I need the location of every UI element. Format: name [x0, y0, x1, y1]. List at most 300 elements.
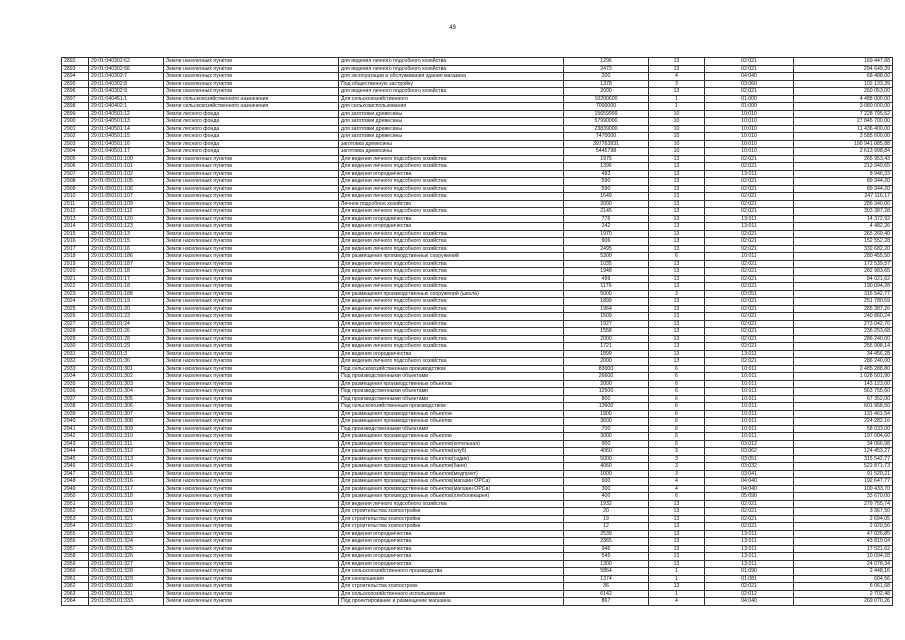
permitted-use-cell: для заготовки древесины: [339, 133, 564, 141]
kvri-code-cell: 10:011: [705, 395, 794, 403]
row-number-cell: 2916: [62, 238, 89, 246]
permitted-use-cell: Для размещения производственных сооружений (школа): [339, 290, 564, 298]
cadastral-value-cell: 91 520,21: [794, 470, 893, 478]
group-code-cell: 13: [649, 553, 705, 561]
group-code-cell: 1: [649, 103, 705, 111]
group-code-cell: 13: [649, 230, 705, 238]
permitted-use-cell: Для ведения личного подсобного хозяйства: [339, 163, 564, 171]
kvri-code-cell: 02:021: [705, 58, 794, 66]
land-category-cell: Земли населенных пунктов: [164, 575, 339, 583]
table-row: [62, 313, 893, 321]
table-row: [62, 470, 893, 478]
permitted-use-cell: Для ведения личного подсобного хозяйства: [339, 313, 564, 321]
land-category-cell: Земли населенных пунктов: [164, 410, 339, 418]
permitted-use-cell: Для ведения личного подсобного хозяйства: [339, 178, 564, 186]
cadastral-number-cell: 29:01:050101:325: [89, 545, 164, 553]
table-row: [62, 508, 893, 516]
kvri-code-cell: 02:021: [705, 88, 794, 96]
row-number-cell: 2956: [62, 538, 89, 546]
cadastral-value-cell: 152 552,28: [794, 238, 893, 246]
row-number-cell: 2935: [62, 380, 89, 388]
cadastral-value-cell: 11 436 400,00: [794, 125, 893, 133]
kvri-code-cell: 10:010: [705, 118, 794, 126]
group-code-cell: 13: [649, 283, 705, 291]
cadastral-value-cell: 4 488 000,00: [794, 95, 893, 103]
land-category-cell: Земли населенных пунктов: [164, 448, 339, 456]
group-code-cell: 10: [649, 148, 705, 156]
cadastral-value-cell: 247 116,17: [794, 193, 893, 201]
permitted-use-cell: для сельхозиспользования: [339, 103, 564, 111]
row-number-cell: 2934: [62, 373, 89, 381]
cadastral-value-cell: 1 028 501,90: [794, 373, 893, 381]
cadastral-number-cell: 29:01:050101:120: [89, 215, 164, 223]
land-category-cell: Земли населенных пунктов: [164, 230, 339, 238]
land-category-cell: Земли населенных пунктов: [164, 478, 339, 486]
kvri-code-cell: 03:041: [705, 470, 794, 478]
cadastral-number-cell: 29:01:050101:322: [89, 523, 164, 531]
permitted-use-cell: Для строительства хозпостройки: [339, 508, 564, 516]
group-code-cell: 13: [649, 215, 705, 223]
area-cell: 12: [564, 523, 649, 531]
row-number-cell: 2960: [62, 568, 89, 576]
kvri-code-cell: 01:000: [705, 95, 794, 103]
cadastral-value-cell: 2 448,16: [794, 568, 893, 576]
row-number-cell: 2913: [62, 215, 89, 223]
table-row: [62, 298, 893, 306]
area-cell: 1649: [564, 193, 649, 201]
group-code-cell: 13: [649, 88, 705, 96]
cadastral-number-cell: 29:01:050101:105: [89, 178, 164, 186]
group-code-cell: 13: [649, 560, 705, 568]
permitted-use-cell: Для размещения производственных объектов(котельная): [339, 440, 564, 448]
permitted-use-cell: Для ведения личного подсобного хозяйства: [339, 238, 564, 246]
cadastral-number-cell: 29:01:050101:28: [89, 335, 164, 343]
row-number-cell: 2901: [62, 125, 89, 133]
land-category-cell: Земли населенных пунктов: [164, 260, 339, 268]
permitted-use-cell: Для ведения огородничества: [339, 545, 564, 553]
cadastral-number-cell: 29:01:050101:321: [89, 515, 164, 523]
permitted-use-cell: Для сельскохозяйственного использования: [339, 590, 564, 598]
kvri-code-cell: 04:040: [705, 478, 794, 486]
row-number-cell: 2939: [62, 410, 89, 418]
table-row: [62, 148, 893, 156]
row-number-cell: 2925: [62, 305, 89, 313]
permitted-use-cell: Для ведения личного подсобного хозяйства: [339, 298, 564, 306]
cadastral-value-cell: 7 228 795,52: [794, 110, 893, 118]
cadastral-value-cell: 604,56: [794, 575, 893, 583]
group-code-cell: 13: [649, 200, 705, 208]
cadastral-value-cell: 332 682,20: [794, 245, 893, 253]
group-code-cell: 4: [649, 73, 705, 81]
row-number-cell: 2895: [62, 80, 89, 88]
kvri-code-cell: 02:021: [705, 163, 794, 171]
permitted-use-cell: Для ведения личного подсобного хозяйства: [339, 358, 564, 366]
cadastral-value-cell: 14 372,92: [794, 215, 893, 223]
group-code-cell: 13: [649, 538, 705, 546]
kvri-code-cell: 02:021: [705, 65, 794, 73]
permitted-use-cell: Для сенокошения: [339, 575, 564, 583]
land-category-cell: Земли населенных пунктов: [164, 88, 339, 96]
row-number-cell: 2933: [62, 365, 89, 373]
row-number-cell: 2948: [62, 478, 89, 486]
cadastral-number-cell: 29:01:050101:307: [89, 410, 164, 418]
row-number-cell: 2912: [62, 208, 89, 216]
row-number-cell: 2910: [62, 193, 89, 201]
cadastral-value-cell: 212 340,65: [794, 163, 893, 171]
land-category-cell: Земли населенных пунктов: [164, 493, 339, 501]
area-cell: 867: [564, 598, 649, 606]
area-cell: 19: [564, 515, 649, 523]
group-code-cell: 6: [649, 253, 705, 261]
land-category-cell: Земли населенных пунктов: [164, 365, 339, 373]
group-code-cell: 13: [649, 268, 705, 276]
cadastral-number-cell: 29:01:050101:333: [89, 598, 164, 606]
table-row: [62, 185, 893, 193]
cadastral-value-cell: 255 908,14: [794, 343, 893, 351]
cadastral-number-cell: 29:01:050101:324: [89, 538, 164, 546]
permitted-use-cell: для эксплуатации и обслуживания здания магазина: [339, 73, 564, 81]
kvri-code-cell: 13:011: [705, 215, 794, 223]
permitted-use-cell: Под сельскохозяйственным производством: [339, 403, 564, 411]
permitted-use-cell: Для ведения личного подсобного хозяйства: [339, 155, 564, 163]
row-number-cell: 2928: [62, 328, 89, 336]
row-number-cell: 2898: [62, 103, 89, 111]
cadastral-value-cell: 294 649,39: [794, 65, 893, 73]
area-cell: 1000: [564, 470, 649, 478]
row-number-cell: 2908: [62, 178, 89, 186]
permitted-use-cell: Для ведения огородничества: [339, 215, 564, 223]
land-category-cell: Земли населенных пунктов: [164, 523, 339, 531]
kvri-code-cell: 02:021: [705, 238, 794, 246]
kvri-code-cell: 10:011: [705, 410, 794, 418]
group-code-cell: 6: [649, 433, 705, 441]
row-number-cell: 2917: [62, 245, 89, 253]
table-row: [62, 328, 893, 336]
cadastral-value-cell: 17 521,62: [794, 545, 893, 553]
table-row: [62, 380, 893, 388]
area-cell: 3600: [564, 418, 649, 426]
group-code-cell: 3: [649, 455, 705, 463]
land-category-cell: Земли населенных пунктов: [164, 208, 339, 216]
row-number-cell: 2893: [62, 65, 89, 73]
row-number-cell: 2902: [62, 133, 89, 141]
kvri-code-cell: 01:000: [705, 103, 794, 111]
cadastral-value-cell: 224 282,16: [794, 418, 893, 426]
permitted-use-cell: Для размещения производственных объектов(хлебопекарня): [339, 493, 564, 501]
cadastral-value-cell: 286 340,00: [794, 200, 893, 208]
cadastral-number-cell: 29:01:050101:310: [89, 433, 164, 441]
kvri-code-cell: 02:021: [705, 275, 794, 283]
area-cell: 590: [564, 178, 649, 186]
land-category-cell: Земли лесного фонда: [164, 125, 339, 133]
row-number-cell: 2931: [62, 350, 89, 358]
area-cell: 2000: [564, 88, 649, 96]
permitted-use-cell: Для строительства хозпостройки: [339, 515, 564, 523]
table-row: [62, 343, 893, 351]
kvri-code-cell: 02:021: [705, 283, 794, 291]
row-number-cell: 2963: [62, 590, 89, 598]
cadastral-number-cell: 29:01:040501:17: [89, 148, 164, 156]
group-code-cell: 6: [649, 388, 705, 396]
kvri-code-cell: 10:010: [705, 125, 794, 133]
land-category-cell: Земли населенных пунктов: [164, 245, 339, 253]
kvri-code-cell: 02:021: [705, 305, 794, 313]
kvri-code-cell: 13:011: [705, 350, 794, 358]
cadastral-number-cell: 29:01:050101:301: [89, 365, 164, 373]
kvri-code-cell: 13:011: [705, 538, 794, 546]
kvri-code-cell: 10:011: [705, 388, 794, 396]
group-code-cell: 13: [649, 305, 705, 313]
table-row: [62, 238, 893, 246]
kvri-code-cell: 02:021: [705, 515, 794, 523]
cadastral-number-cell: 29:01:050101:308: [89, 418, 164, 426]
cadastral-number-cell: 29:01:050101:315: [89, 470, 164, 478]
row-number-cell: 2964: [62, 598, 89, 606]
group-code-cell: 6: [649, 395, 705, 403]
group-code-cell: 13: [649, 328, 705, 336]
cadastral-number-cell: 29:01:050101:306: [89, 403, 164, 411]
kvri-code-cell: 02:021: [705, 245, 794, 253]
area-cell: 2145: [564, 208, 649, 216]
land-category-cell: Земли населенных пунктов: [164, 515, 339, 523]
cadastral-number-cell: 29:01:040451:1: [89, 95, 164, 103]
land-category-cell: Земли населенных пунктов: [164, 583, 339, 591]
group-code-cell: 13: [649, 260, 705, 268]
cadastral-number-cell: 29:01:050101:305: [89, 395, 164, 403]
permitted-use-cell: Для размещения производственных объектов(медпункт): [339, 470, 564, 478]
cadastral-value-cell: 282 983,65: [794, 268, 893, 276]
kvri-code-cell: 10:011: [705, 403, 794, 411]
kvri-code-cell: 10:011: [705, 433, 794, 441]
kvri-code-cell: 10:011: [705, 365, 794, 373]
land-category-cell: Земли сельскохозяйственного назначения: [164, 95, 339, 103]
group-code-cell: 13: [649, 193, 705, 201]
row-number-cell: 2947: [62, 470, 89, 478]
row-number-cell: 2926: [62, 313, 89, 321]
area-cell: 499: [564, 275, 649, 283]
area-cell: 1721: [564, 343, 649, 351]
area-cell: 5000: [564, 455, 649, 463]
cadastral-number-cell: 29:01:050101:328: [89, 568, 164, 576]
row-number-cell: 2953: [62, 515, 89, 523]
land-category-cell: Земли населенных пунктов: [164, 590, 339, 598]
cadastral-value-cell: 10 094,28: [794, 553, 893, 561]
kvri-code-cell: 02:021: [705, 343, 794, 351]
table-row: [62, 575, 893, 583]
area-cell: 5300: [564, 253, 649, 261]
table-row: [62, 88, 893, 96]
area-cell: 1509: [564, 313, 649, 321]
cadastral-value-cell: 280 455,50: [794, 253, 893, 261]
kvri-code-cell: 10:010: [705, 133, 794, 141]
cadastral-number-cell: 29:01:050101:18: [89, 268, 164, 276]
table-row: [62, 253, 893, 261]
row-number-cell: 2897: [62, 95, 89, 103]
table-row: [62, 590, 893, 598]
table-row: [62, 200, 893, 208]
permitted-use-cell: Под производственными объектами: [339, 373, 564, 381]
cadastral-number-cell: 29:01:050101:187: [89, 260, 164, 268]
kvri-code-cell: 10:011: [705, 253, 794, 261]
cadastral-number-cell: 29:01:050101:309: [89, 425, 164, 433]
cadastral-number-cell: 29:01:050101:312: [89, 448, 164, 456]
land-category-cell: Земли населенных пунктов: [164, 215, 339, 223]
group-code-cell: 4: [649, 485, 705, 493]
row-number-cell: 2929: [62, 335, 89, 343]
area-cell: 5000: [564, 290, 649, 298]
cadastral-number-cell: 29:01:050101:107: [89, 193, 164, 201]
permitted-use-cell: Для ведения огородничества: [339, 538, 564, 546]
row-number-cell: 2942: [62, 433, 89, 441]
area-cell: 36: [564, 583, 649, 591]
cadastral-value-cell: 265 953,43: [794, 155, 893, 163]
row-number-cell: 2904: [62, 148, 89, 156]
permitted-use-cell: Для ведения огородничества: [339, 553, 564, 561]
group-code-cell: 13: [649, 530, 705, 538]
kvri-code-cell: 13:011: [705, 530, 794, 538]
land-category-cell: Земли населенных пунктов: [164, 530, 339, 538]
group-code-cell: 6: [649, 493, 705, 501]
table-row: [62, 230, 893, 238]
cadastral-number-cell: 29:01:050101:102: [89, 170, 164, 178]
permitted-use-cell: для заготовки древесины: [339, 118, 564, 126]
group-code-cell: 1: [649, 568, 705, 576]
row-number-cell: 2903: [62, 140, 89, 148]
cadastral-number-cell: 29:01:040501:13: [89, 118, 164, 126]
area-cell: 2000: [564, 380, 649, 388]
cadastral-value-cell: 24 078,34: [794, 560, 893, 568]
area-cell: 946: [564, 545, 649, 553]
row-number-cell: 2900: [62, 118, 89, 126]
cadastral-number-cell: 29:01:050101:15: [89, 238, 164, 246]
group-code-cell: 13: [649, 358, 705, 366]
land-category-cell: Земли населенных пунктов: [164, 433, 339, 441]
table-row: [62, 155, 893, 163]
area-cell: 1035: [564, 260, 649, 268]
kvri-code-cell: 03:012: [705, 440, 794, 448]
cadastral-number-cell: 29:01:040402:1: [89, 103, 164, 111]
row-number-cell: 2923: [62, 290, 89, 298]
table-row: [62, 530, 893, 538]
group-code-cell: 13: [649, 343, 705, 351]
area-cell: 15659999: [564, 110, 649, 118]
permitted-use-cell: Для ведения личного подсобного хозяйства: [339, 305, 564, 313]
permitted-use-cell: Для ведения личного подсобного хозяйства: [339, 208, 564, 216]
group-code-cell: 13: [649, 65, 705, 73]
table-row: [62, 448, 893, 456]
table-row: [62, 538, 893, 546]
area-cell: 2000: [564, 335, 649, 343]
kvri-code-cell: 03:051: [705, 455, 794, 463]
cadastral-number-cell: 29:01:050101:17: [89, 275, 164, 283]
cadastral-number-cell: 29:01:050101:330: [89, 583, 164, 591]
land-category-cell: Земли населенных пунктов: [164, 290, 339, 298]
table-row: [62, 335, 893, 343]
table-row: [62, 545, 893, 553]
row-number-cell: 2921: [62, 275, 89, 283]
row-number-cell: 2914: [62, 223, 89, 231]
land-category-cell: Земли населенных пунктов: [164, 298, 339, 306]
row-number-cell: 2949: [62, 485, 89, 493]
group-code-cell: 10: [649, 125, 705, 133]
area-cell: 4060: [564, 463, 649, 471]
permitted-use-cell: Под проектирование и размещение магазина: [339, 598, 564, 606]
row-number-cell: 2907: [62, 170, 89, 178]
cadastral-number-cell: 29:01:040501:14: [89, 125, 164, 133]
row-number-cell: 2946: [62, 463, 89, 471]
kvri-code-cell: 10:011: [705, 373, 794, 381]
land-category-cell: Земли населенных пунктов: [164, 328, 339, 336]
table-row: [62, 118, 893, 126]
land-category-cell: Земли населенных пунктов: [164, 170, 339, 178]
table-row: [62, 73, 893, 81]
group-code-cell: 1: [649, 590, 705, 598]
area-cell: 1899: [564, 298, 649, 306]
table-row: [62, 485, 893, 493]
permitted-use-cell: Для ведения личного подсобного хозяйства: [339, 320, 564, 328]
table-row: [62, 493, 893, 501]
kvri-code-cell: 10:010: [705, 110, 794, 118]
table-row: [62, 388, 893, 396]
area-cell: 7000000: [564, 103, 649, 111]
table-row: [62, 373, 893, 381]
table-row: [62, 208, 893, 216]
permitted-use-cell: Под сельскохозяйственным производством: [339, 365, 564, 373]
table-row: [62, 58, 893, 66]
table-row: [62, 223, 893, 231]
row-number-cell: 2915: [62, 230, 89, 238]
cadastral-value-cell: 34 456,28: [794, 350, 893, 358]
row-number-cell: 2951: [62, 500, 89, 508]
cadastral-value-cell: 563 755,60: [794, 388, 893, 396]
area-cell: 2539: [564, 530, 649, 538]
group-code-cell: 1: [649, 95, 705, 103]
kvri-code-cell: 02:021: [705, 358, 794, 366]
table-row: [62, 95, 893, 103]
permitted-use-cell: Для ведения огородничества: [339, 350, 564, 358]
land-category-cell: Земли населенных пунктов: [164, 73, 339, 81]
kvri-code-cell: 13:011: [705, 170, 794, 178]
group-code-cell: 13: [649, 275, 705, 283]
kvri-code-cell: 04:040: [705, 485, 794, 493]
cadastral-number-cell: 29:01:050101:316: [89, 478, 164, 486]
group-code-cell: 13: [649, 313, 705, 321]
area-cell: 1964: [564, 305, 649, 313]
land-category-cell: Земли населенных пунктов: [164, 455, 339, 463]
kvri-code-cell: 04:040: [705, 598, 794, 606]
cadastral-number-cell: 29:01:050101:326: [89, 553, 164, 561]
permitted-use-cell: Для размещения производственных объектов(клуб): [339, 448, 564, 456]
cadastral-value-cell: 172 539,57: [794, 260, 893, 268]
permitted-use-cell: Для ведения личного подсобного хозяйства: [339, 193, 564, 201]
land-category-cell: Земли населенных пунктов: [164, 560, 339, 568]
land-category-cell: Земли населенных пунктов: [164, 500, 339, 508]
row-number-cell: 2911: [62, 200, 89, 208]
kvri-code-cell: 02:021: [705, 523, 794, 531]
permitted-use-cell: Для сельскохозяйственного производства: [339, 568, 564, 576]
table-row: [62, 418, 893, 426]
cadastral-value-cell: 131 461,54: [794, 410, 893, 418]
table-row: [62, 80, 893, 88]
kvri-code-cell: 13:011: [705, 545, 794, 553]
area-cell: 5445798: [564, 148, 649, 156]
land-category-cell: Земли населенных пунктов: [164, 403, 339, 411]
group-code-cell: 4: [649, 598, 705, 606]
row-number-cell: 2896: [62, 88, 89, 96]
cadastral-value-cell: 124 453,27: [794, 448, 893, 456]
cadastral-number-cell: 29:01:050101:112: [89, 208, 164, 216]
group-code-cell: 13: [649, 178, 705, 186]
